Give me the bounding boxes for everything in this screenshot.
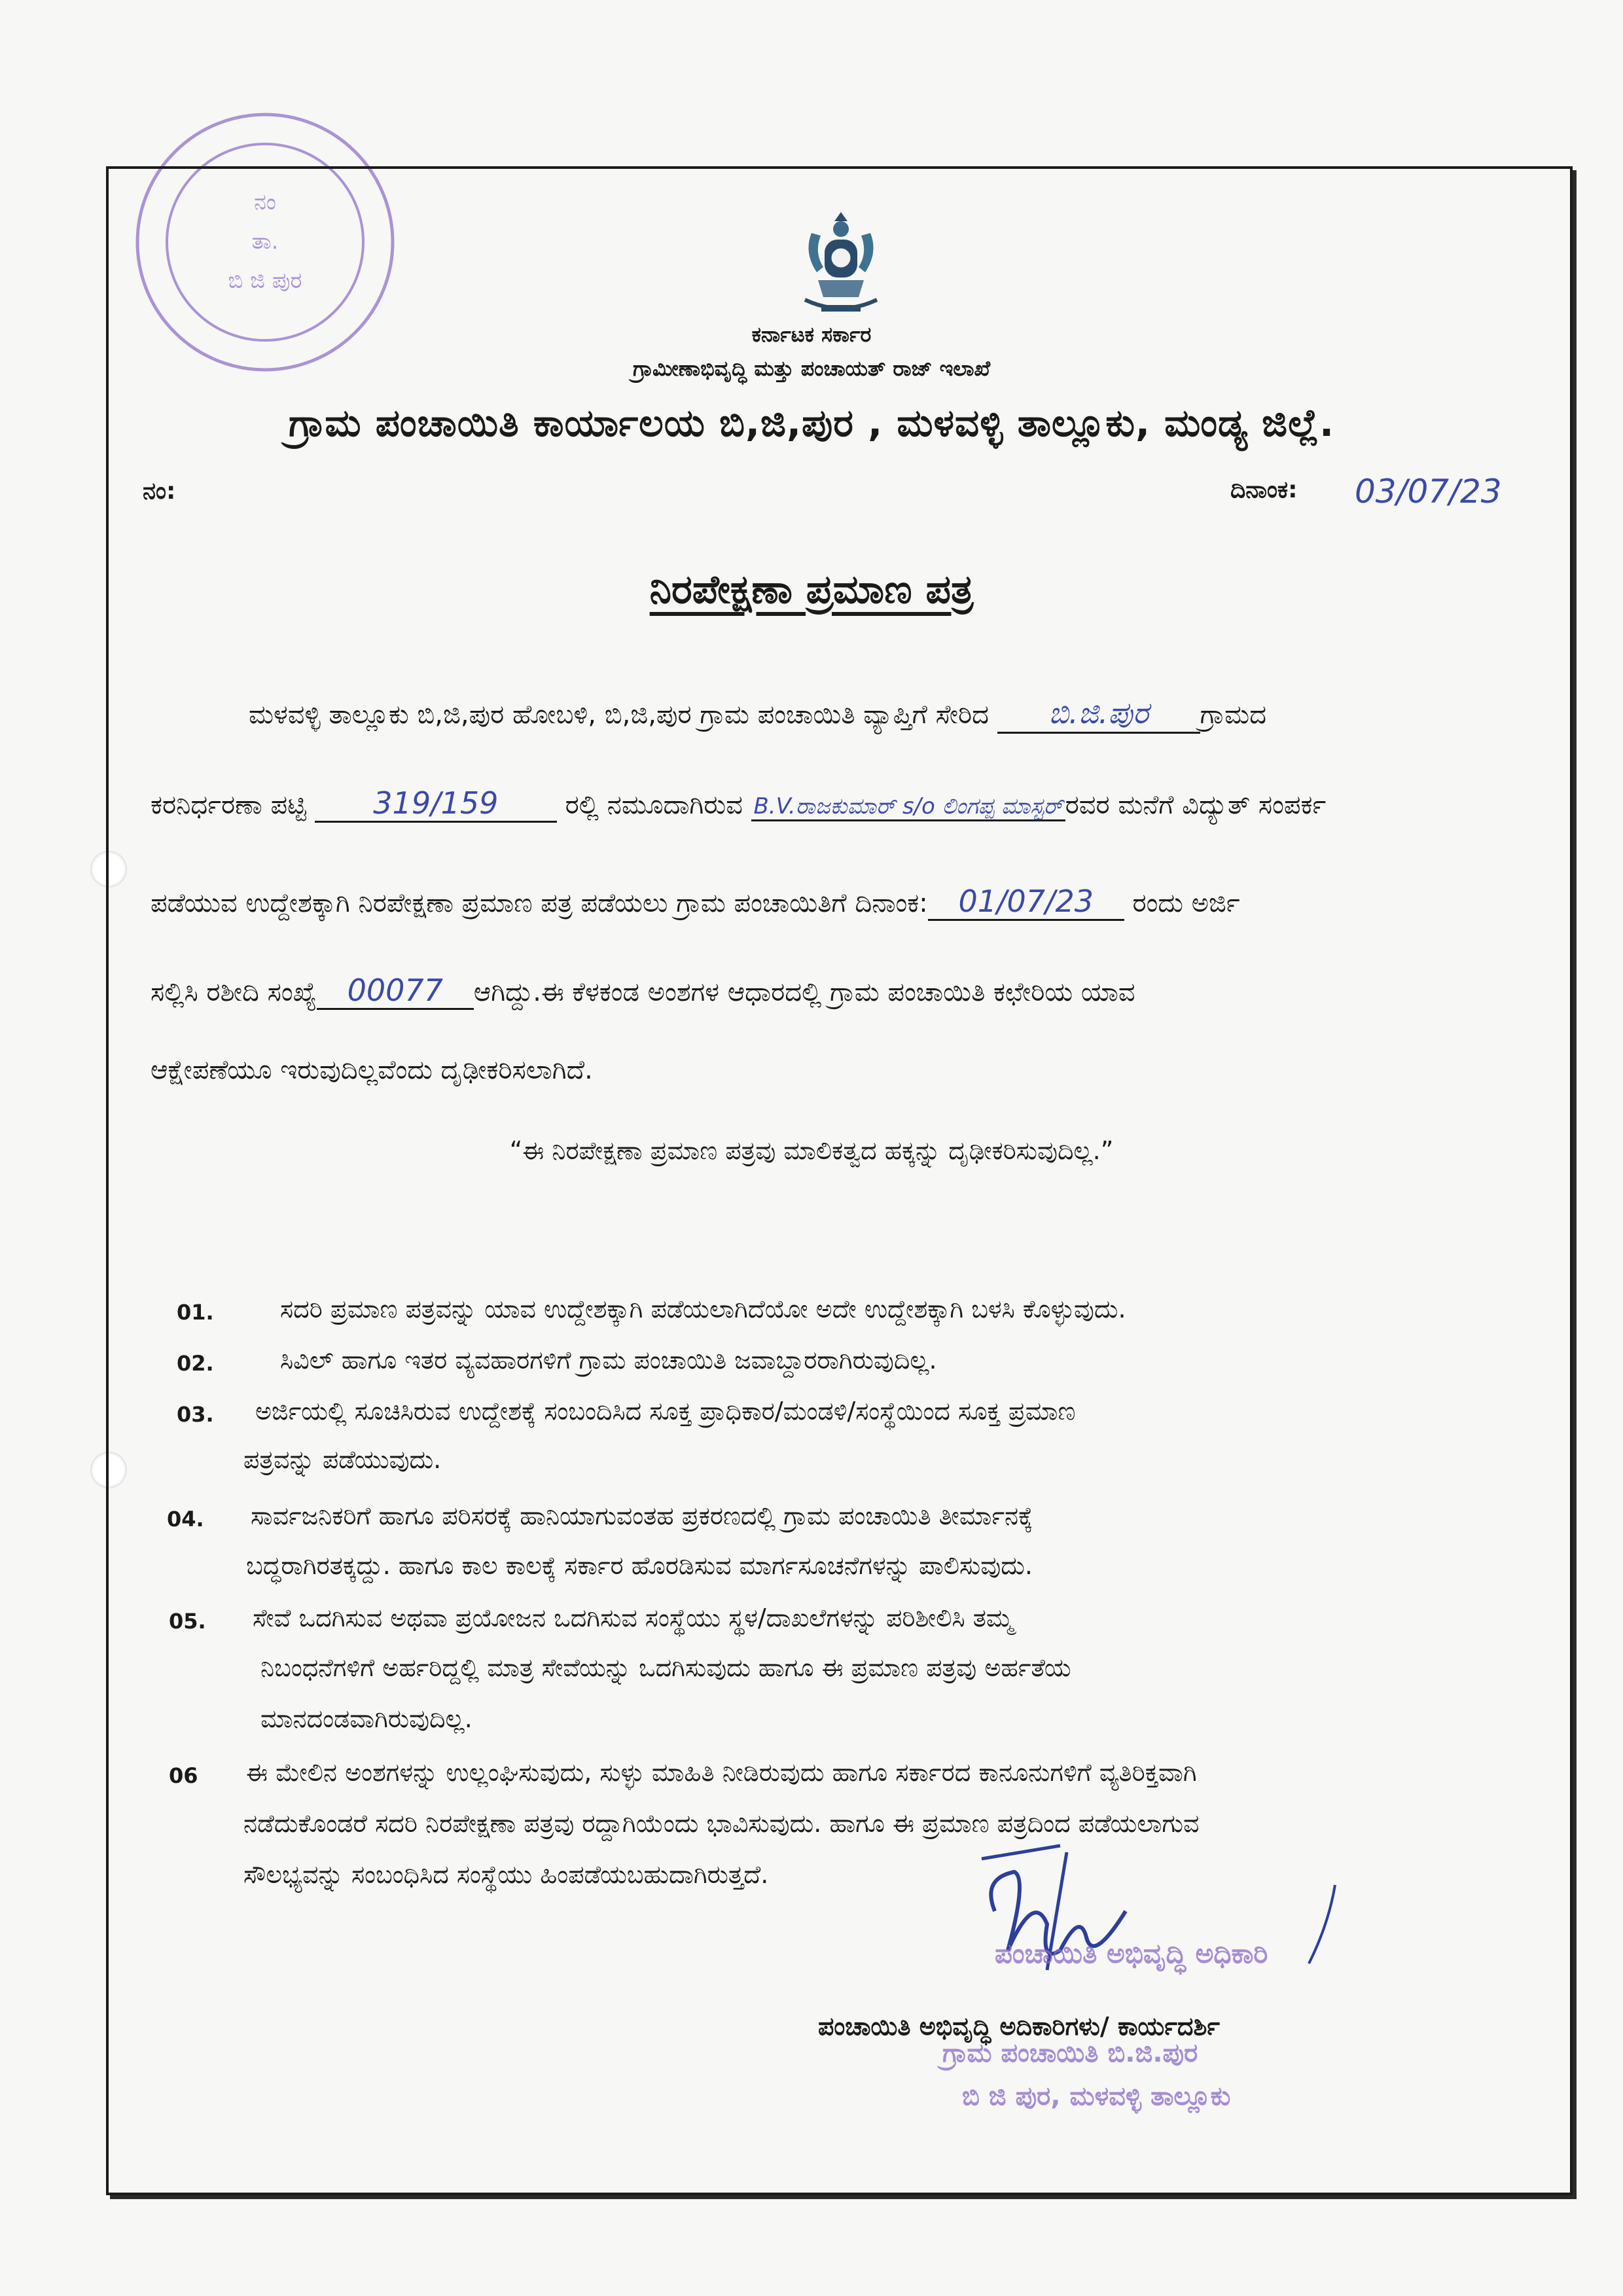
official-stamp-line-1: ಪಂಚಾಯಿತಿ ಅಭಿವೃದ್ಧಿ ಅಧಿಕಾರಿ — [995, 1937, 1268, 1969]
handwritten-signature — [969, 1833, 1374, 2003]
village-field — [997, 695, 1200, 734]
department-name: ಗ್ರಾಮೀಣಾಭಿವೃದ್ಧಿ ಮತ್ತು ಪಂಚಾಯತ್ ರಾಜ್ ಇಲಾಖೆ — [632, 356, 991, 381]
condition-5-line-1: ಸೇವೆ ಒದಗಿಸುವ ಅಥವಾ ಪ್ರಯೋಜನ ಒದಗಿಸುವ ಸಂಸ್ಥೆಯು ಸ್ಥಳ/ದಾಖಲೆಗಳನ್ನು ಪರಿಶೀಲಿಸಿ ತಮ್ಮ — [253, 1604, 1014, 1632]
receipt-number-field — [317, 973, 474, 1010]
receipt-number-value: 00077 — [347, 973, 443, 1008]
karnataka-emblem-icon — [792, 207, 890, 318]
condition-6-line-2: ನಡೆದುಕೊಂಡರೆ ಸದರಿ ನಿರಪೇಕ್ಷಣಾ ಪತ್ರವು ರದ್ದಾಗಿಯೆಂದು ಭಾವಿಸುವುದು. ಹಾಗೂ ಈ ಪ್ರಮಾಣ ಪತ್ರದಿಂದ ಪಡೆಯಲಾಗುವ — [243, 1809, 1200, 1838]
body-line-2-end: ರವರ ಮನೆಗೆ ವಿದ್ಯುತ್ ಸಂಪರ್ಕ — [1065, 790, 1327, 820]
seal-line-2: ತಾ. — [251, 228, 279, 255]
condition-3-line-1: ಅರ್ಜಿಯಲ್ಲಿ ಸೂಚಿಸಿರುವ ಉದ್ದೇಶಕ್ಕೆ ಸಂಬಂದಿಸಿದ ಸೂಕ್ತ ಪ್ರಾಧಿಕಾರ/ಮಂಡಳಿ/ಸಂಸ್ಥೆಯಿಂದ ಸೂಕ್ತ ಪ್ರಮಾಣ — [255, 1397, 1076, 1426]
condition-3-number: 03. — [177, 1402, 214, 1427]
body-line-1 — [249, 695, 1623, 734]
body-line-5: ಆಕ್ಷೇಪಣೆಯೂ ಇರುವುದಿಲ್ಲವೆಂದು ದೃಢೀಕರಿಸಲಾಗಿದೆ. — [151, 1055, 593, 1085]
owner-value: B.V.ರಾಜಕುಮಾರ್ s/o ಲಿಂಗಪ್ಪ ಮಾಸ್ಟರ್ — [753, 793, 1063, 819]
condition-1-line-1: ಸದರಿ ಪ್ರಮಾಣ ಪತ್ರವನ್ನು ಯಾವ ಉದ್ದೇಶಕ್ಕಾಗಿ ಪಡೆಯಲಾಗಿದೆಯೋ ಅದೇ ಉದ್ದೇಶಕ್ಕಾಗಿ ಬಳಸಿ ಕೊಳ್ಳುವುದು. — [280, 1295, 1126, 1323]
application-date-value: 01/07/23 — [958, 884, 1094, 919]
reference-number-label: ನಂ: — [143, 478, 176, 505]
disclaimer-quote: “ಈ ನಿರಪೇಕ್ಷಣಾ ಪ್ರಮಾಣ ಪತ್ರವು ಮಾಲಿಕತ್ವದ ಹಕ್ಕನ್ನು ದೃಢೀಕರಿಸುವುದಿಲ್ಲ.” — [509, 1136, 1114, 1165]
body-line-3 — [151, 884, 1564, 921]
body-line-2 — [151, 785, 1564, 823]
date-label: ದಿನಾಂಕ: — [1230, 476, 1298, 503]
body-line-2-mid: ರಲ್ಲಿ ನಮೂದಾಗಿರುವ — [565, 790, 743, 820]
body-line-4-text: ಸಲ್ಲಿಸಿ ರಶೀದಿ ಸಂಖ್ಯೆ — [151, 977, 317, 1007]
government-name: ಕರ್ನಾಟಕ ಸರ್ಕಾರ — [751, 322, 872, 347]
body-line-4-end: ಆಗಿದ್ದು.ಈ ಕೆಳಕಂಡ ಅಂಶಗಳ ಆಧಾರದಲ್ಲಿ ಗ್ರಾಮ ಪಂಚಾಯಿತಿ ಕಛೇರಿಯ ಯಾವ — [473, 977, 1135, 1007]
condition-3-line-2: ಪತ್ರವನ್ನು ಪಡೆಯುವುದು. — [243, 1445, 442, 1474]
official-stamp-line-3: ಬಿ ಜಿ ಪುರ, ಮಳವಳ್ಳಿ ತಾಲ್ಲೂಕು — [962, 2081, 1231, 2111]
tax-number-field — [315, 785, 557, 823]
condition-6-line-3: ಸೌಲಭ್ಯವನ್ನು ಸಂಬಂಧಿಸಿದ ಸಂಸ್ಥೆಯು ಹಿಂಪಡೆಯಬಹುದಾಗಿರುತ್ತದೆ. — [243, 1860, 769, 1889]
body-line-4 — [151, 973, 1564, 1010]
tax-number-value: 319/159 — [373, 785, 499, 821]
certificate-title: ನಿರಪೇಕ್ಷಣಾ ಪ್ರಮಾಣ ಪತ್ರ — [649, 567, 974, 613]
body-line-3-text: ಪಡೆಯುವ ಉದ್ದೇಶಕ್ಕಾಗಿ ನಿರಪೇಕ್ಷಣಾ ಪ್ರಮಾಣ ಪತ್ರ ಪಡೆಯಲು ಗ್ರಾಮ ಪಂಚಾಯಿತಿಗೆ ದಿನಾಂಕ: — [151, 888, 928, 918]
condition-2-number: 02. — [177, 1351, 214, 1376]
body-line-3-end: ರಂದು ಅರ್ಜಿ — [1132, 888, 1240, 918]
condition-5-line-2: ನಿಬಂಧನೆಗಳಿಗೆ ಅರ್ಹರಿದ್ದಲ್ಲಿ ಮಾತ್ರ ಸೇವೆಯನ್ನು ಒದಗಿಸುವುದು ಹಾಗೂ ಈ ಪ್ರಮಾಣ ಪತ್ರವು ಅರ್ಹತೆಯ — [260, 1653, 1071, 1682]
condition-5-number: 05. — [169, 1609, 206, 1634]
official-stamp-line-2: ಗ್ರಾಮ ಪಂಚಾಯಿತಿ ಬಿ.ಜಿ.ಪುರ — [942, 2038, 1198, 2068]
village-value: ಬಿ.ಜಿ.ಪುರ — [1048, 695, 1149, 730]
condition-4-line-2: ಬದ್ಧರಾಗಿರತಕ್ಕದ್ದು. ಹಾಗೂ ಕಾಲ ಕಾಲಕ್ಕೆ ಸರ್ಕಾರ ಹೊರಡಿಸುವ ಮಾರ್ಗಸೂಚನೆಗಳನ್ನು ಪಾಲಿಸುವುದು. — [246, 1551, 1033, 1580]
condition-2-line-1: ಸಿವಿಲ್ ಹಾಗೂ ಇತರ ವ್ಯವಹಾರಗಳಿಗೆ ಗ್ರಾಮ ಪಂಚಾಯಿತಿ ಜವಾಬ್ದಾರರಾಗಿರುವುದಿಲ್ಲ. — [280, 1346, 937, 1374]
condition-1-number: 01. — [177, 1300, 214, 1325]
body-line-2-text: ಕರನಿರ್ಧರಣಾ ಪಟ್ಟಿ — [151, 790, 307, 820]
body-line-1-end: ಗ್ರಾಮದ — [1200, 700, 1267, 730]
seal-line-1: ನಂ — [254, 189, 276, 215]
condition-6-number: 06 — [169, 1763, 198, 1788]
date-value: 03/07/23 — [1355, 473, 1502, 511]
owner-field — [751, 793, 1065, 821]
body-line-1-text: ಮಳವಳ್ಳಿ ತಾಲ್ಲೂಕು ಬಿ,ಜಿ,ಪುರ ಹೋಬಳಿ, ಬಿ,ಜಿ,ಪುರ ಗ್ರಾಮ ಪಂಚಾಯಿತಿ ವ್ಯಾಪ್ತಿಗೆ ಸೇರಿದ — [249, 700, 989, 730]
condition-5-line-3: ಮಾನದಂಡವಾಗಿರುವುದಿಲ್ಲ. — [260, 1704, 473, 1733]
seal-line-3: ಬಿ ಜಿ ಪುರ — [228, 268, 302, 294]
signatory-designation: ಪಂಚಾಯಿತಿ ಅಭಿವೃದ್ಧಿ ಅದಿಕಾರಿಗಳು/ ಕಾರ್ಯದರ್ಶಿ — [818, 2012, 1220, 2041]
condition-6-line-1: ಈ ಮೇಲಿನ ಅಂಶಗಳನ್ನು ಉಲ್ಲಂಘಿಸುವುದು, ಸುಳ್ಳು ಮಾಹಿತಿ ನೀಡಿರುವುದು ಹಾಗೂ ಸರ್ಕಾರದ ಕಾನೂನುಗಳಿಗೆ ವ್ಯತಿರಿಕ್ತವಾಗಿ — [246, 1758, 1197, 1787]
condition-4-line-1: ಸಾರ್ವಜನಿಕರಿಗೆ ಹಾಗೂ ಪರಿಸರಕ್ಕೆ ಹಾನಿಯಾಗುವಂತಹ ಪ್ರಕರಣದಲ್ಲಿ ಗ್ರಾಮ ಪಂಚಾಯಿತಿ ತೀರ್ಮಾನಕ್ಕೆ — [251, 1501, 1033, 1530]
office-heading: ಗ್ರಾಮ ಪಂಚಾಯಿತಿ ಕಾರ್ಯಾಲಯ ಬಿ,ಜಿ,ಪುರ , ಮಳವಳ್ಳಿ ತಾಲ್ಲೂಕು, ಮಂಡ್ಯ ಜಿಲ್ಲೆ. — [288, 401, 1334, 445]
application-date-field — [928, 884, 1124, 921]
condition-4-number: 04. — [167, 1507, 204, 1532]
